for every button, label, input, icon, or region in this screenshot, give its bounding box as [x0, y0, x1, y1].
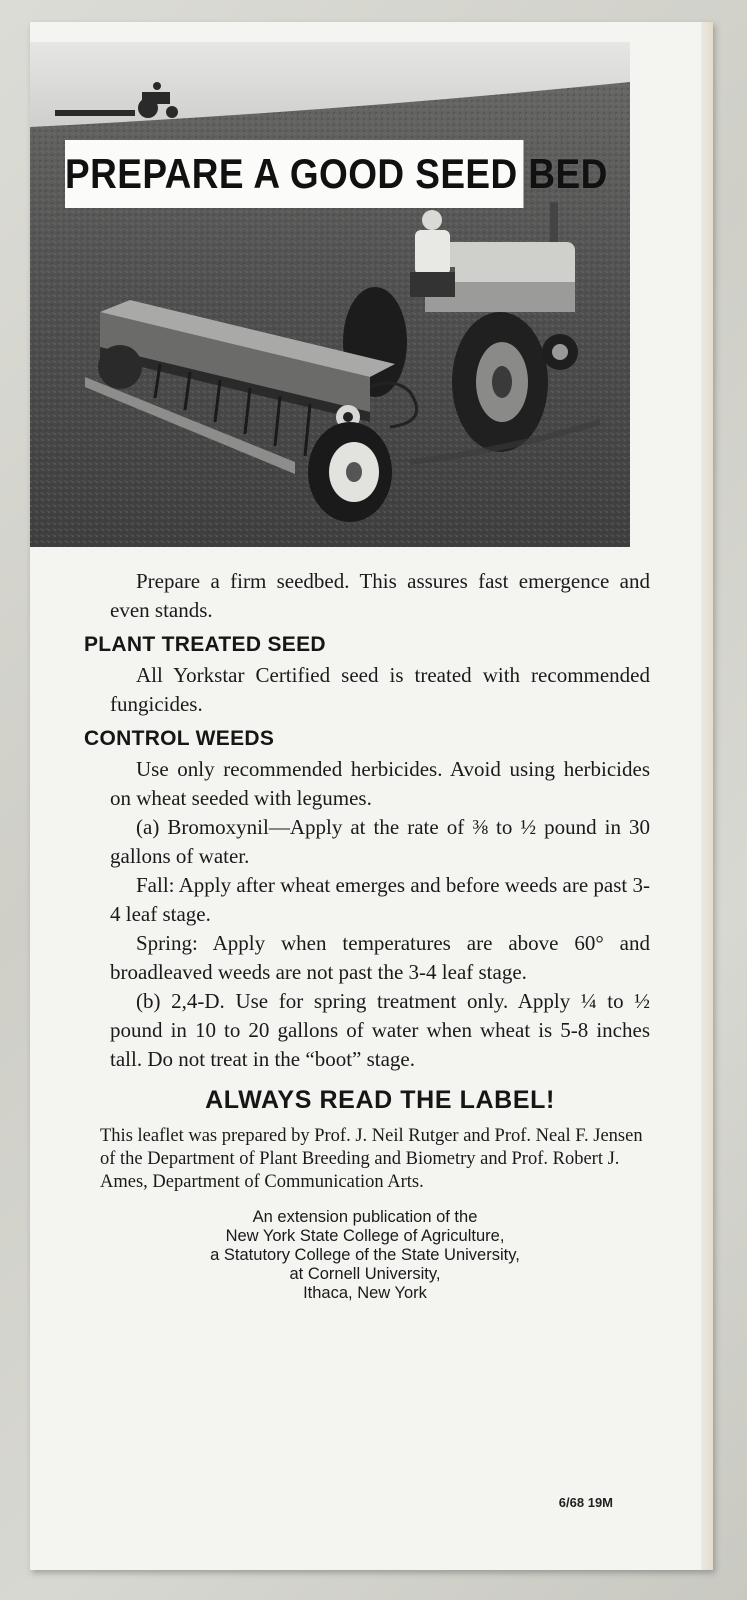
- publisher-line: at Cornell University,: [289, 1265, 441, 1283]
- tractor-photo: [30, 42, 630, 547]
- intro-paragraph: Prepare a firm seedbed. This assures fast emergence and even stands.: [110, 569, 650, 622]
- section-paragraph: Spring: Apply when temperatures are above 60° and broadleaved weeds are not past the 3-4 leaf stage.: [110, 931, 650, 984]
- page-title: PREPARE A GOOD SEED BED: [65, 140, 523, 208]
- credits-paragraph: This leaflet was prepared by Prof. J. Neil Rutger and Prof. Neal F. Jensen of the Department of Plant Breeding and Biometry and Prof. Robert J. Ames, Department of Communication Arts.: [100, 1126, 643, 1192]
- leaflet-page: [30, 22, 713, 1570]
- publisher-block: [80, 1208, 650, 1303]
- section-paragraph: All Yorkstar Certified seed is treated with recommended fungicides.: [110, 663, 650, 716]
- publisher-line: a Statutory College of the State University,: [210, 1246, 520, 1264]
- publication-code: 6/68 19M: [558, 1495, 613, 1510]
- publisher-line: An extension publication of the: [252, 1208, 478, 1226]
- section-paragraph: Fall: Apply after wheat emerges and before weeds are past 3-4 leaf stage.: [110, 873, 650, 926]
- section-heading-control-weeds: CONTROL WEEDS: [84, 727, 275, 750]
- body-text: [84, 567, 650, 1303]
- page-edge: [701, 22, 713, 1570]
- publisher-line: Ithaca, New York: [303, 1284, 427, 1302]
- section-paragraph: (b) 2,4-D. Use for spring treatment only. Apply ¼ to ½ pound in 10 to 20 gallons of water when wheat is 5-8 inches tall. Do not treat in the “boot” stage.: [110, 989, 650, 1071]
- tractor-photo-illustration: [30, 42, 630, 547]
- warning-callout: ALWAYS READ THE LABEL!: [205, 1086, 555, 1114]
- section-heading-plant-treated-seed: PLANT TREATED SEED: [84, 633, 326, 656]
- publisher-line: New York State College of Agriculture,: [225, 1227, 505, 1245]
- section-paragraph: Use only recommended herbicides. Avoid using herbicides on wheat seeded with legumes.: [110, 757, 650, 810]
- section-paragraph: (a) Bromoxynil—Apply at the rate of ⅜ to ½ pound in 30 gallons of water.: [110, 815, 650, 868]
